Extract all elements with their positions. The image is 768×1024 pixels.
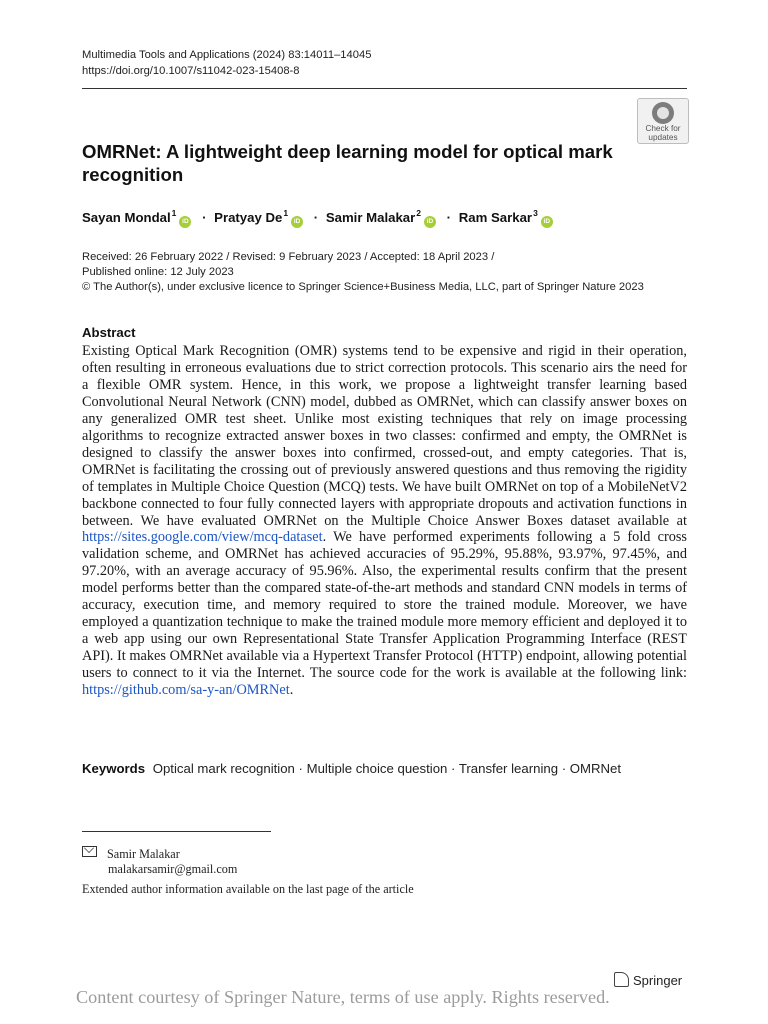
author-name[interactable]: Pratyay De: [214, 210, 283, 225]
paper-title: OMRNet: A lightweight deep learning model for optical mark recognition: [82, 141, 613, 185]
journal-header: [82, 48, 371, 79]
check-for-updates-icon: [652, 102, 674, 124]
footnote-rule: [82, 831, 271, 832]
correspondence: [82, 846, 237, 877]
author-name[interactable]: Sayan Mondal: [82, 210, 171, 225]
author-separator: ·: [446, 210, 452, 225]
author-name[interactable]: Ram Sarkar: [458, 210, 533, 225]
envelope-icon: [82, 846, 97, 857]
copyright-line: © The Author(s), under exclusive licence to Springer Science+Business Media, LLC, part of Springer Nature 2023: [82, 281, 644, 293]
orcid-icon[interactable]: iD: [424, 216, 436, 228]
orcid-icon[interactable]: iD: [291, 216, 303, 228]
author-affiliation: 1: [171, 208, 177, 218]
courtesy-notice: Content courtesy of Springer Nature, terms of use apply. Rights reserved.: [76, 987, 610, 1007]
header-rule: [82, 88, 687, 89]
publisher-name: Springer: [633, 973, 683, 988]
author-separator: ·: [202, 210, 207, 225]
corresponding-author-email[interactable]: malakarsamir@gmail.com: [108, 862, 238, 876]
abstract-heading: Abstract: [82, 325, 136, 340]
dataset-link[interactable]: https://sites.google.com/view/mcq-dataset: [82, 529, 323, 546]
orcid-icon[interactable]: iD: [179, 216, 191, 228]
author-name[interactable]: Samir Malakar: [325, 210, 416, 225]
author-affiliation: 1: [283, 208, 289, 218]
publication-dates: [82, 250, 702, 295]
check-for-updates-badge[interactable]: [637, 98, 689, 144]
source-code-link[interactable]: https://github.com/sa-y-an/OMRNet: [82, 682, 290, 699]
author-affiliation: 2: [416, 208, 421, 218]
author-list: [82, 208, 556, 228]
publisher-logo: [614, 972, 682, 988]
abstract-text: Existing Optical Mark Recognition (OMR) systems tend to be expensive and rigid in their operation, often resulting in erroneous evaluations due to strict correction protocols. This scenario airs the need for a flexible OMR system. Hence, in this work, we propose a lightweight transfer learning based Convolutional Neural Network (CNN) model, dubbed as OMRNet, which can classify answer boxes on any generalized OMR test sheet. Unlike most existing techniques that rely on image processing algorithms to recognize extracted answer boxes in two classes: confirmed and empty, the OMRNet is designed to classify the answer boxes into confirmed, crossed-out, and empty categories. That is, OMRNet is facilitating the crossing out of previously answered questions and thus removing the rigidity of templates in Multiple Choice Question (MCQ) tests. We have built OMRNet on top of a MobileNetV2 backbone connected to four fully connected layers with appropriate dropouts and activation functions in between. We have evaluated OMRNet on the Multiple Choice Answer Boxes dataset available at: [82, 343, 687, 529]
springer-horse-icon: [614, 972, 629, 987]
abstract-body: [82, 343, 687, 699]
abstract-text: .: [289, 682, 294, 699]
author-affiliation: 3: [533, 208, 538, 218]
history-line: Received: 26 February 2022 / Revised: 9 February 2023 / Accepted: 18 April 2023 /: [82, 251, 495, 263]
keywords-section: [82, 760, 642, 778]
orcid-icon[interactable]: iD: [541, 216, 553, 228]
extended-author-info: Extended author information available on the last page of the article: [82, 882, 414, 896]
author-separator: ·: [313, 210, 319, 225]
keywords-list: Optical mark recognition · Multiple choice question · Transfer learning · OMRNet: [152, 761, 622, 776]
check-for-updates-line2: updates: [648, 132, 678, 142]
published-line: Published online: 12 July 2023: [82, 266, 234, 278]
keywords-heading: Keywords: [82, 761, 146, 776]
doi-link[interactable]: https://doi.org/10.1007/s11042-023-15408-8: [82, 64, 300, 77]
corresponding-author-name: Samir Malakar: [107, 847, 180, 861]
journal-citation: Multimedia Tools and Applications (2024) 83:14011–14045: [82, 49, 372, 61]
abstract-text: . We have performed experiments following a 5 fold cross validation scheme, and OMRNet has achieved accuracies of 95.29%, 95.88%, 93.97%, 97.45%, and 97.20%, with an average accuracy of 95.96%. Also, the experimental results confirm that the present model performs better than the compared state-of-the-art methods and standard CNN models in terms of accuracy, execution time, and memory required to store the trained module. Moreover, we have employed a quantization technique to make the trained module more memory efficient and deployed it to a web app using our own Representational State Transfer Application Programming Interface (REST API). It makes OMRNet available via a Hypertext Transfer Protocol (HTTP) endpoint, allowing potential users to connect to it via the Internet. The source code for the work is available at the following link:: [82, 529, 687, 682]
check-for-updates-line1: Check for: [645, 124, 681, 133]
